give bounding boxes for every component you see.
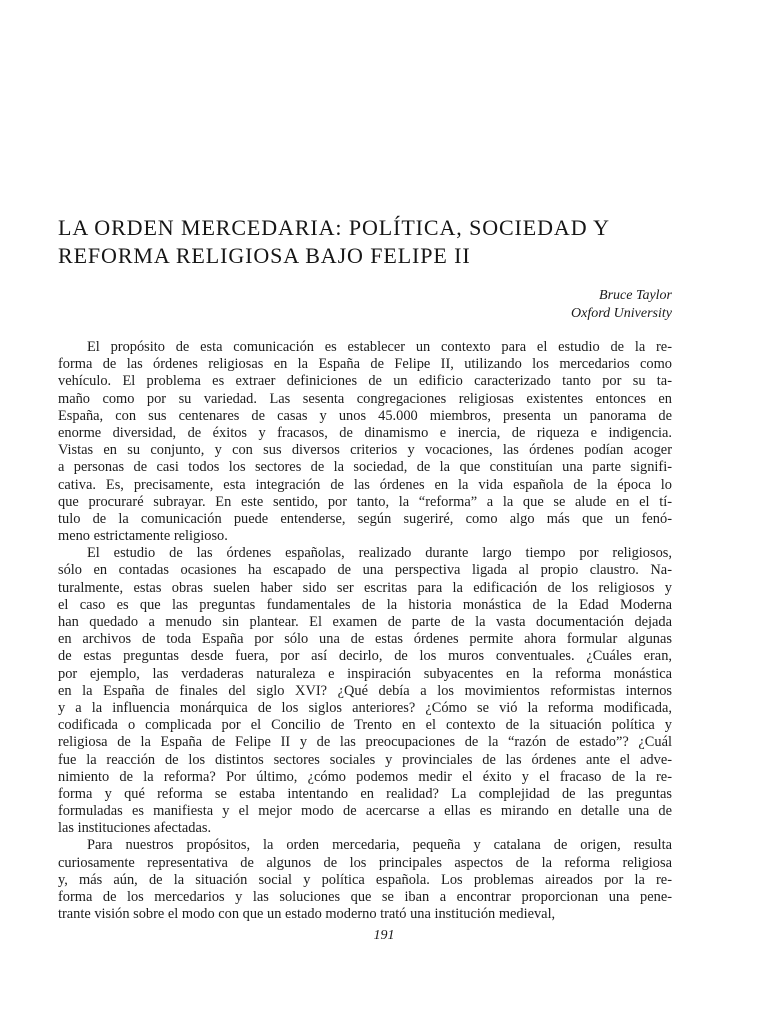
paragraph-line: enorme diversidad, de éxitos y fracasos, de dinamismo e inercia, de riqueza e indigencia. — [58, 424, 672, 441]
paragraph-line: en archivos de toda España por sólo una de estas órdenes permite ahora formular algunas — [58, 631, 672, 648]
paragraph-line: nimiento de la reforma? Por último, ¿cómo podemos medir el éxito y el fracaso de la re- — [58, 768, 672, 785]
paragraph-line: trante visión sobre el modo con que un estado moderno trató una institución medieval, — [58, 906, 556, 923]
paragraph-line: codificada o complicada por el Concilio de Trento en el contexto de la situación política y — [58, 717, 672, 734]
paragraph-line: maño como por su variedad. Las sesenta congregaciones religiosas existentes entonces en — [58, 390, 672, 407]
paragraph-line: El propósito de esta comunicación es establecer un contexto para el estudio de la re- — [87, 339, 672, 355]
paragraph-line: forma y qué reforma se estaba intentando en realidad? La complejidad de las preguntas — [58, 785, 672, 802]
paragraph-line: han quedado a menudo sin plantear. El examen de parte de la vasta documentación dejada — [58, 614, 672, 630]
paragraph-line: El estudio de las órdenes españolas, realizado durante largo tiempo por religiosos, — [87, 545, 672, 562]
paragraph-line: forma de las órdenes religiosas en la España de Felipe II, utilizando los mercedarios como — [58, 356, 672, 373]
paragraph-line: vehículo. El problema es extraer definiciones de un edificio caracterizado tanto por su ta- — [58, 373, 672, 390]
title-line: LA ORDEN MERCEDARIA: POLÍTICA, SOCIEDAD Y — [58, 215, 610, 240]
paragraph — [58, 545, 672, 837]
paragraph-line: turalmente, estas obras suelen haber sido ser escritas para la edificación de los religiosos y — [58, 579, 672, 596]
paragraph-line: y a la influencia monárquica de los siglos anteriores? ¿Cómo se vió la reforma modificada, — [58, 699, 672, 716]
paragraph-line: en la España de finales del siglo XVI? ¿Qué debía a los movimientos reformistas internos — [58, 682, 672, 699]
paragraph-line: tulo de la comunicación puede entenderse, según sugeriré, como algo más que un fenó- — [58, 510, 672, 527]
author-affiliation: Oxford University — [571, 306, 672, 321]
paragraph — [58, 837, 672, 923]
paragraph-line: el caso es que las preguntas fundamentales de la historia monástica de la Edad Moderna — [58, 596, 672, 613]
paragraph-line: cativa. Es, precisamente, esta integración de las órdenes en la vida española de la época lo — [58, 476, 672, 493]
paragraph-line: por ejemplo, las verdaderas naturaleza e inspiración subyacentes en la reforma monástica — [58, 665, 672, 682]
author-block — [372, 287, 672, 323]
paragraph-line: sólo en contadas ocasiones ha escapado de una perspectiva ligada al propio claustro. Na- — [58, 562, 672, 579]
paragraph-line: que procuraré subrayar. En este sentido, por tanto, la “reforma” a la que se alude en el tí- — [58, 493, 672, 510]
paragraph-line: a personas de casi todos los sectores de la sociedad, de la que constituían una parte signifi- — [58, 459, 672, 476]
article-title — [58, 214, 688, 270]
paragraph-line: las instituciones afectadas. — [58, 820, 212, 837]
paragraph-line: formuladas es manifiesta y el mejor modo de acercarse a ellas es mirando en detalle una de — [58, 803, 672, 820]
author-name: Bruce Taylor — [599, 288, 672, 303]
paragraph-line: fue la reacción de los distintos sectores sociales y provinciales de las órdenes ante el adve- — [58, 751, 672, 768]
paragraph-line: forma de los mercedarios y las soluciones que se iban a encontrar proporcionan una pene- — [58, 889, 672, 905]
paragraph-line: España, con sus centenares de casas y unos 45.000 miembros, presenta un panorama de — [58, 407, 672, 424]
paragraph-line: de estas preguntas desde fuera, por así decirlo, de los muros conventuales. ¿Cuáles eran, — [58, 648, 672, 665]
paragraph-line: curiosamente representativa de algunos de los principales aspectos de la reforma religiosa — [58, 854, 672, 871]
article-body — [58, 339, 672, 923]
page-number: 191 — [373, 928, 395, 943]
paragraph-line: meno estrictamente religioso. — [58, 528, 228, 545]
paragraph-line: y, más aún, de la situación social y política española. Los problemas aireados por la re- — [58, 871, 672, 888]
paragraph-line: religiosa de la España de Felipe II y de las preocupaciones de la “razón de estado”? ¿Cuál — [58, 734, 672, 751]
title-line: REFORMA RELIGIOSA BAJO FELIPE II — [58, 243, 471, 268]
paragraph-line: Para nuestros propósitos, la orden mercedaria, pequeña y catalana de origen, resulta — [87, 837, 672, 854]
paragraph-line: Vistas en su conjunto, y con sus diversos criterios y vocaciones, las órdenes podían acoger — [58, 442, 672, 459]
paragraph — [58, 339, 672, 545]
